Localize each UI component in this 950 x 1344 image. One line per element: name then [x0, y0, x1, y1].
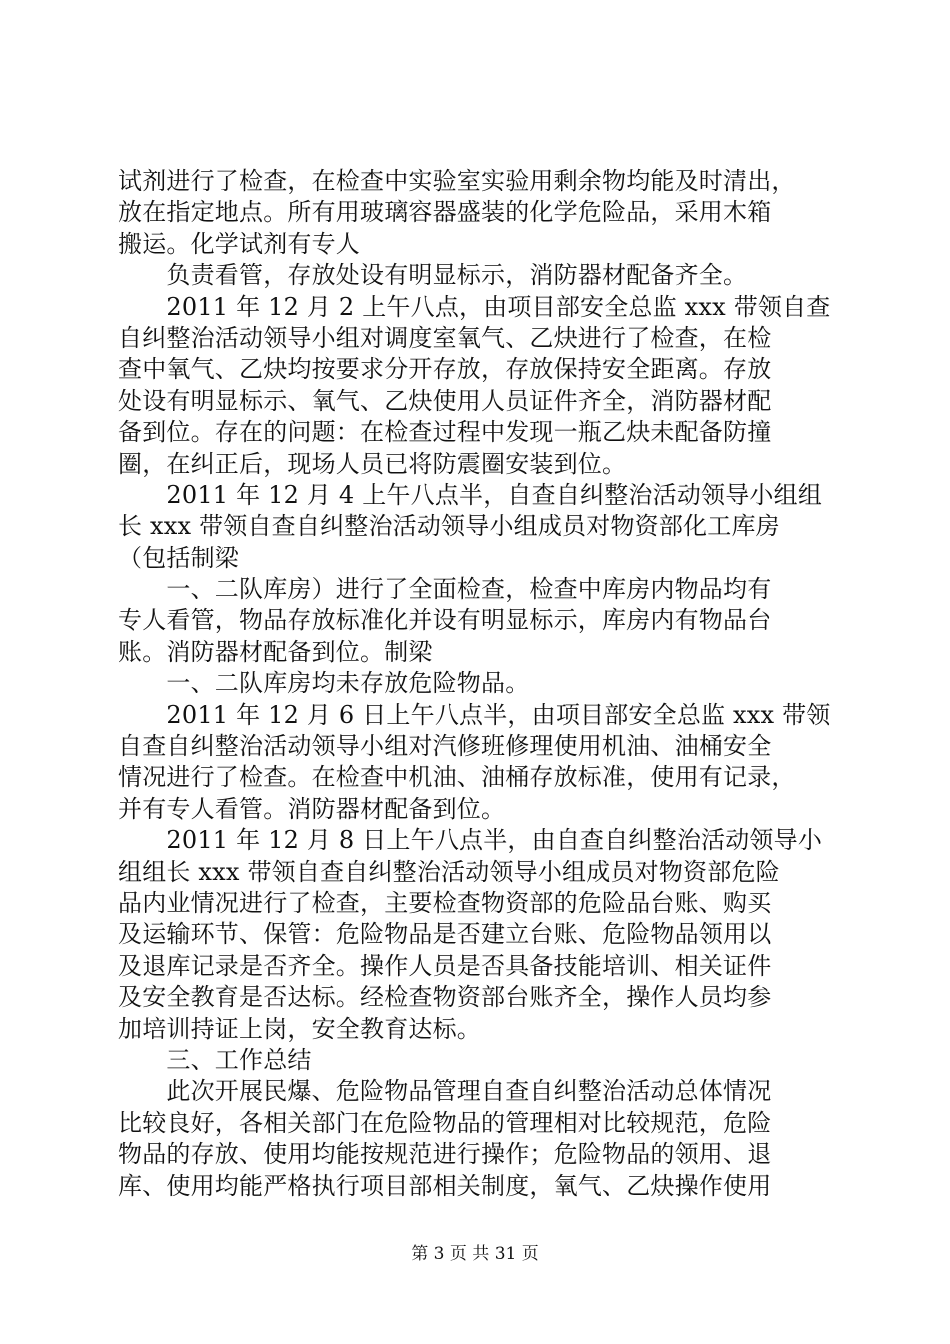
- document-line: 品内业情况进行了检查，主要检查物资部的危险品台账、购买: [118, 888, 772, 917]
- document-line: 2011 年 12 月 6 日上午八点半，由项目部安全总监 xxx 带领: [118, 700, 831, 729]
- document-line: 试剂进行了检查，在检查中实验室实验用剩余物均能及时清出，: [118, 167, 796, 195]
- document-line: 一、二队库房均未存放危险物品。: [118, 669, 530, 698]
- document-line: 情况进行了检查。在检查中机油、油桶存放标准，使用有记录，: [118, 763, 796, 792]
- document-line: 查中氧气、乙炔均按要求分开存放，存放保持安全距离。存放: [118, 355, 772, 384]
- document-body: [118, 166, 838, 1202]
- document-line: 自查自纠整治活动领导小组对汽修班修理使用机油、油桶安全: [118, 732, 772, 761]
- document-line: 一、二队库房）进行了全面检查，检查中库房内物品均有: [118, 575, 772, 604]
- document-line: 放在指定地点。所有用玻璃容器盛装的化学危险品，采用木箱: [118, 198, 772, 227]
- document-line: 搬运。化学试剂有专人: [118, 229, 360, 258]
- document-line: 负责看管，存放处设有明显标示，消防器材配备齐全。: [118, 261, 748, 290]
- document-line: 比较良好，各相关部门在危险物品的管理相对比较规范，危险: [118, 1108, 772, 1137]
- document-line: 此次开展民爆、危险物品管理自查自纠整治活动总体情况: [118, 1077, 772, 1106]
- document-line: 自纠整治活动领导小组对调度室氧气、乙炔进行了检查，在检: [118, 323, 772, 352]
- document-line: 库、使用均能严格执行项目部相关制度，氧气、乙炔操作使用: [118, 1171, 772, 1200]
- document-line: 2011 年 12 月 4 上午八点半，自查自纠整治活动领导小组组: [118, 480, 823, 509]
- document-line: 及退库记录是否齐全。操作人员是否具备技能培训、相关证件: [118, 951, 772, 980]
- document-line: 专人看管，物品存放标准化并设有明显标示，库房内有物品台: [118, 606, 772, 635]
- document-line: 三、工作总结: [118, 1045, 312, 1074]
- document-line: 并有专人看管。消防器材配备到位。: [118, 794, 506, 823]
- document-line: （包括制梁: [118, 543, 239, 572]
- document-line: 物品的存放、使用均能按规范进行操作；危险物品的领用、退: [118, 1140, 772, 1169]
- document-line: 2011 年 12 月 2 上午八点，由项目部安全总监 xxx 带领自查: [118, 292, 831, 321]
- document-line: 2011 年 12 月 8 日上午八点半，由自查自纠整治活动领导小: [118, 826, 823, 855]
- document-line: 处设有明显标示、氧气、乙炔使用人员证件齐全，消防器材配: [118, 386, 772, 415]
- document-line: 长 xxx 带领自查自纠整治活动领导小组成员对物资部化工库房: [118, 512, 780, 541]
- document-line: 加培训持证上岗，安全教育达标。: [118, 1014, 481, 1043]
- document-line: 圈，在纠正后，现场人员已将防震圈安装到位。: [118, 449, 627, 478]
- document-line: 及运输环节、保管：危险物品是否建立台账、危险物品领用以: [118, 920, 772, 949]
- document-line: 备到位。存在的问题：在检查过程中发现一瓶乙炔未配备防撞: [118, 418, 772, 447]
- document-line: 组组长 xxx 带领自查自纠整治活动领导小组成员对物资部危险: [118, 857, 780, 886]
- page-footer: 第 3 页 共 31 页: [411, 1244, 539, 1264]
- document-line: 及安全教育是否达标。经检查物资部台账齐全，操作人员均参: [118, 983, 772, 1012]
- document-line: 账。消防器材配备到位。制梁: [118, 637, 433, 666]
